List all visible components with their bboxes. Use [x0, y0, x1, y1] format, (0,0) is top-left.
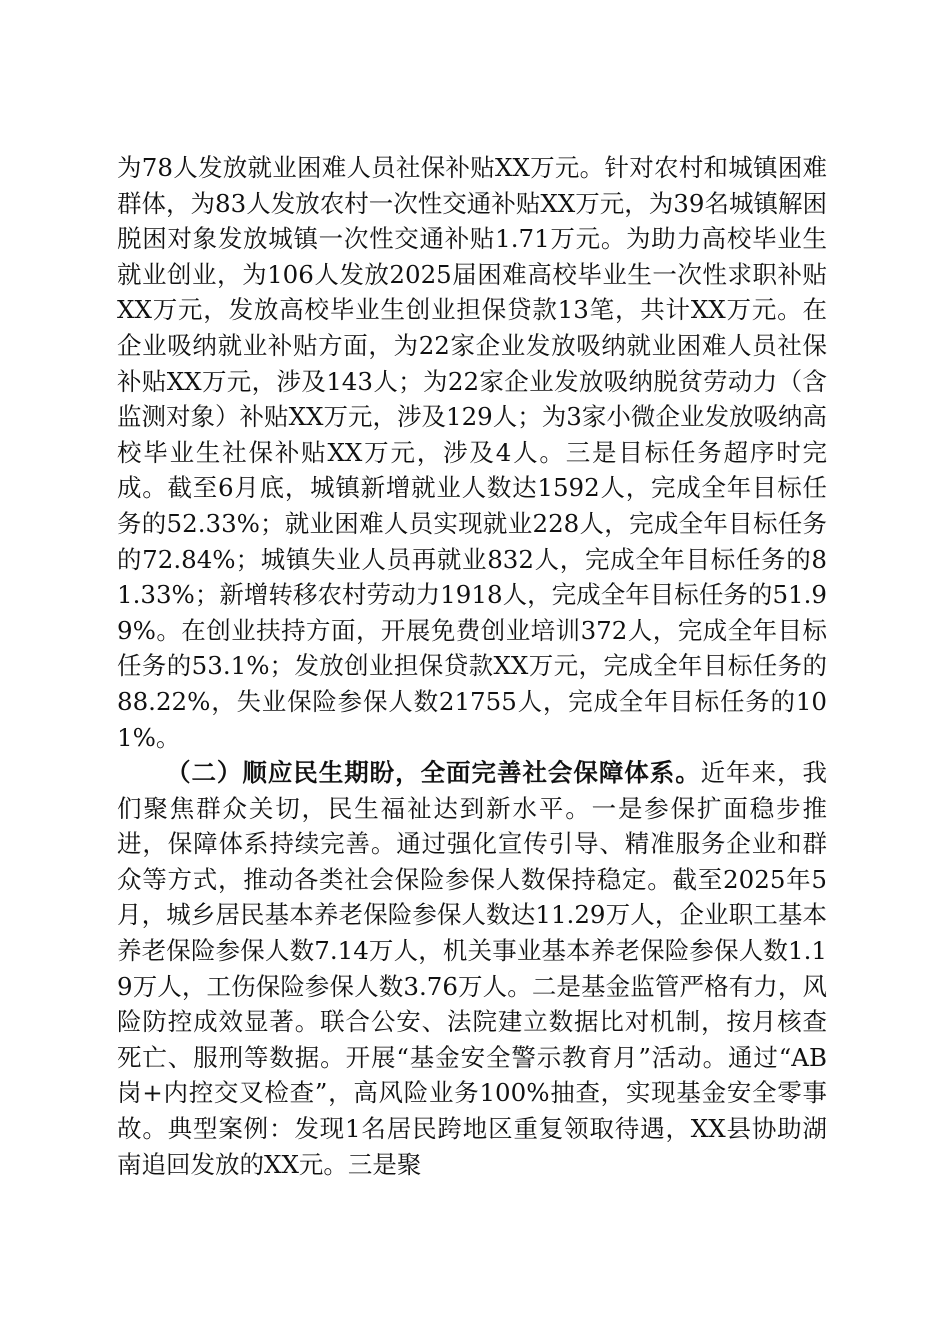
section-heading: （二）顺应民生期盼，全面完善社会保障体系。	[166, 758, 701, 788]
paragraph-social-security-text: 近年来，我们聚焦群众关切，民生福祉达到新水平。一是参保扩面稳步推进，保障体系持续完善。通过强化宣传引导、精准服务企业和群众等方式，推动各类社会保险参保人数保持稳定。截至2025年5月，城乡居民基本养老保险参保人数达11.29万人，企业职工基本养老保险参保人数7.14万人，机关事业基本养老保险参保人数1.19万人，工伤保险参保人数3.76万人。二是基金监管严格有力，风险防控成效显著。联合公安、法院建立数据比对机制，按月核查死亡、服刑等数据。开展“基金安全警示教育月”活动。通过“AB岗+内控交叉检查”，高风险业务100%抽查，实现基金安全零事故。典型案例：发现1名居民跨地区重复领取待遇，XX县协助湖南追回发放的XX元。三是聚	[117, 758, 828, 1179]
paragraph-social-security	[117, 755, 827, 1182]
paragraph-employment-subsidies: 为78人发放就业困难人员社保补贴XX万元。针对农村和城镇困难群体，为83人发放农村一次性交通补贴XX万元，为39名城镇解困脱困对象发放城镇一次性交通补贴1.71万元。为助力高校毕业生就业创业，为106人发放2025届困难高校毕业生一次性求职补贴XX万元，发放高校毕业生创业担保贷款13笔，共计XX万元。在企业吸纳就业补贴方面，为22家企业发放吸纳就业困难人员社保补贴XX万元，涉及143人；为22家企业发放吸纳脱贫劳动力（含监测对象）补贴XX万元，涉及129人；为3家小微企业发放吸纳高校毕业生社保补贴XX万元，涉及4人。三是目标任务超序时完成。截至6月底，城镇新增就业人数达1592人，完成全年目标任务的52.33%；就业困难人员实现就业228人，完成全年目标任务的72.84%；城镇失业人员再就业832人，完成全年目标任务的81.33%；新增转移农村劳动力1918人，完成全年目标任务的51.99%。在创业扶持方面，开展免费创业培训372人，完成全年目标任务的53.1%；发放创业担保贷款XX万元，完成全年目标任务的88.22%，失业保险参保人数21755人，完成全年目标任务的101%。	[117, 153, 827, 752]
document-body	[117, 150, 827, 1182]
